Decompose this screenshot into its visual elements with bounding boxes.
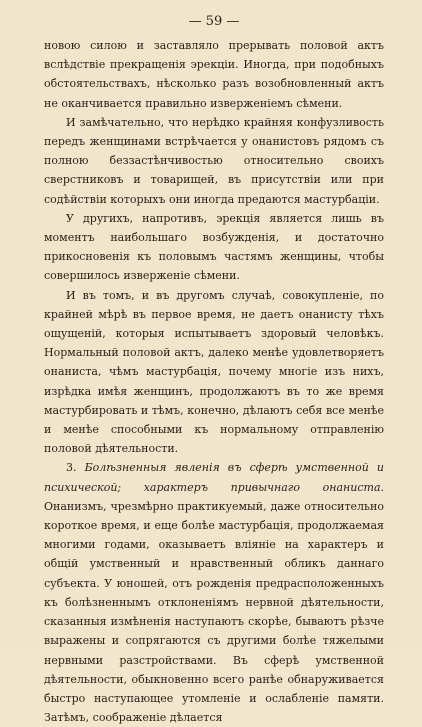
section-heading-italic: Болѣзненныя явленія въ сферѣ умственной и психической; характеръ привычнаго онаниста.: [44, 461, 385, 494]
section-paragraph: [44, 458, 384, 727]
paragraph-continuation: новою силою и заставляло прерывать половой актъ вслѣдствіе прекращенія эрекціи. Иногда, при подобныхъ обстоятельствахъ, нѣсколько разъ возобновленный актъ не оканчивается правильно изверженіемъ сѣмени.: [44, 39, 384, 110]
paragraph-erection: У другихъ, напротивъ, эрекція является лишь въ моментъ наибольшаго возбужденія, и достаточно прикосновенія къ половымъ частямъ женщины, чтобы совершилось изверженіе сѣмени.: [44, 211, 384, 283]
section-number: 3.: [66, 461, 77, 475]
paragraph-coitus: И въ томъ, и въ другомъ случаѣ, совокупленіе, по крайней мѣрѣ въ первое время, не даетъ онанисту тѣхъ ощущеній, которыя испытываетъ здоровый человѣкъ. Нормальный половой актъ, далеко менѣе удовлетворяетъ онаниста, чѣмъ мастурбація, почему многіе изъ нихъ, изрѣдка имѣя женщинъ, продолжаютъ въ то же время мастурбировать и тѣмъ, конечно, дѣлаютъ себя все менѣе и менѣе способными къ нормальному отправленію половой дѣятельности.: [44, 288, 384, 456]
paragraph-shyness: И замѣчательно, что нерѣдко крайняя конфузливость передъ женщинами встрѣчается у онанистовъ рядомъ съ полною беззастѣнчивостью относительно своихъ сверстниковъ и товарищей, въ присутствіи или при содѣйствіи которыхъ они иногда предаются мастурбаціи.: [44, 115, 384, 206]
page-body: [44, 36, 384, 727]
section-text: Онанизмъ, чрезмѣрно практикуемый, даже относительно короткое время, и еще болѣе мастурбація, продолжаемая многими годами, оказываетъ вліяніе на характеръ и общій умственный и нравственный обликъ даннаго субъекта. У юношей, отъ рожденія предрасположенныхъ къ болѣзненнымъ отклоненіямъ нервной дѣятельности, сказанныя измѣненія наступаютъ скорѣе, бываютъ рѣзче выражены и сопрягаются съ другими болѣе тяжелыми нервными разстройствами. Въ сферѣ умственной дѣятельности, обыкновенно всего ранѣе обнаруживается быстро наступающее утомленіе и ослабленіе памяти. Затѣмъ, соображеніе дѣлается: [44, 499, 384, 725]
page-number: — 59 —: [188, 14, 240, 29]
